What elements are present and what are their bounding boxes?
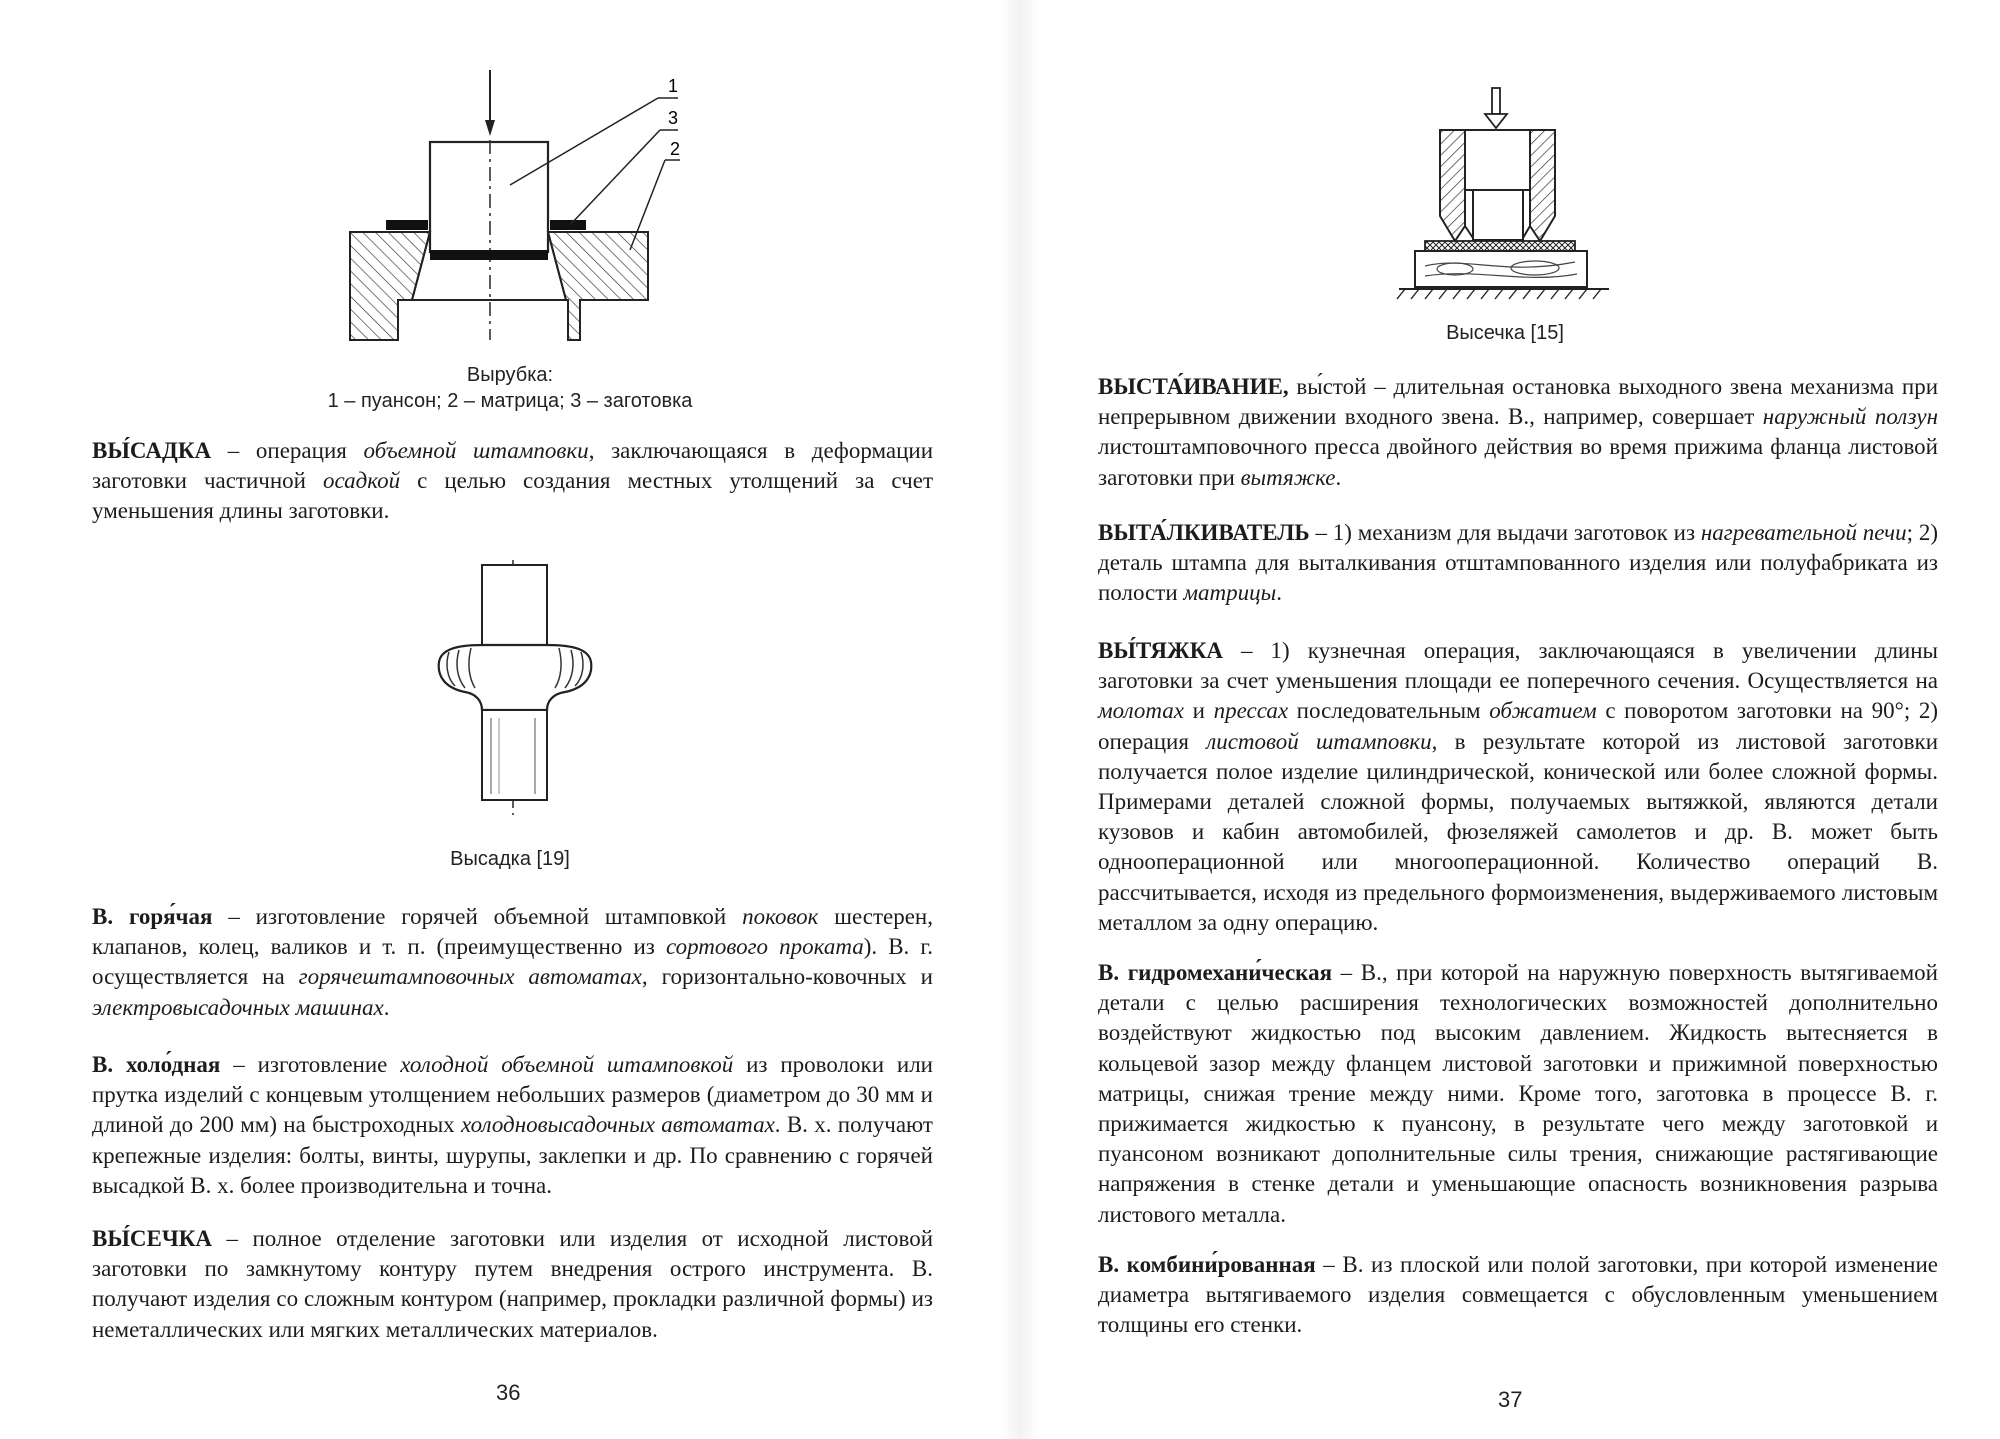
workpiece-left (386, 220, 428, 230)
text-part: ). В. г. осуществляется на (92, 934, 933, 990)
entry-kombinir (1098, 1250, 1938, 1341)
rod-bottom (482, 710, 547, 800)
rod-top (482, 565, 547, 645)
text-part: и (1184, 698, 1214, 724)
term-vysadka: ВЫ́САДКА (92, 438, 212, 463)
vyrubka-caption-legend: 1 – пуансон; 2 – матрица; 3 – заготовка (327, 390, 693, 412)
term-link: нагревательной печи (1700, 520, 1907, 545)
vyrubka-diagram (330, 60, 710, 360)
term-link: горячештамповочных автоматах (298, 964, 642, 990)
entry-vystaivanie (1098, 372, 1938, 493)
text-part: вы́стой – длительная остановка выходного звена механизма при непрерывном движении входного звена. В., например, совершает (1098, 374, 1938, 430)
entry-vytalkivatel (1098, 518, 1938, 609)
term-gidromeh: В. гидромехани́ческая (1098, 960, 1333, 985)
term-vytyazhka: ВЫ́ТЯЖКА (1098, 638, 1224, 663)
vysechka-diagram (1385, 86, 1625, 306)
text-part: – 1) механизм для выдачи заготовок из (1309, 520, 1701, 545)
text-part: ; 2) деталь штампа для выталкивания отштампованного изделия или полуфабриката из полости (1098, 520, 1938, 606)
text-part: – операция (211, 438, 364, 463)
text-part: , горизонтально-ковочных и (641, 964, 933, 990)
entry-goryachaya (92, 902, 933, 1023)
press-arrow-head (1485, 114, 1507, 128)
vysadka-caption: Высадка [19] (450, 848, 570, 870)
entry-vytyazhka (1098, 636, 1938, 938)
term-link: прессах (1213, 698, 1289, 724)
text-part: – В., при которой на наружную поверхность вытягиваемой детали с целью расширения технологических возможностей дополнительно воздействуют жидкостью под высоким давлением. Жидкость вытесняется в кольцевой зазор между фланцем листовой заготовки и прижимной поверхностью матрицы, снижая трение между ними. Кроме того, заготовка в процессе В. г. прижимается жидкостью к пуансону, в результате чего между заготовкой и пуансоном возникают дополнительные силы трения, снижающие растягивающие напряжения в стенке детали и уменьшающие опасность возникновения разрыва листового металла. (1098, 960, 1938, 1227)
text-part: с целью создания местных утолщений за счет уменьшения длины заготовки. (92, 468, 933, 524)
text-part: листоштамповочного пресса двойного действия во время прижима фланца листовой заготовки при (1098, 434, 1938, 490)
right-page (1010, 0, 2000, 1439)
tool-inner (1473, 190, 1523, 240)
vyrubka-caption (250, 362, 770, 414)
entry-gidromeh (1098, 958, 1938, 1230)
text-part: . (383, 994, 390, 1020)
term-holodnaya: В. холо́дная (92, 1052, 221, 1077)
force-arrow-head (485, 120, 495, 136)
term-link: листовой штамповки (1206, 728, 1432, 754)
term-vytalkivatel: ВЫТА́ЛКИВАТЕЛЬ (1098, 520, 1310, 545)
callout-2: 2 (670, 139, 681, 159)
vysadka-diagram (425, 560, 605, 820)
term-link: электровысадочных машинах (92, 994, 384, 1020)
text-part: – 1) кузнечная операция, заключающаяся в увеличении длины заготовки за счет уменьшения площади ее поперечного сечения. Осуществляется на (1098, 638, 1938, 694)
term-goryachaya: В. горя́чая (92, 904, 213, 929)
workpiece-right (550, 220, 586, 230)
page-number-right: 37 (1498, 1387, 1523, 1412)
term-kombinir: В. комбини́рованная (1098, 1252, 1316, 1277)
text-part: с поворотом заготовки на 90°; 2) операция (1098, 698, 1939, 754)
text-part: – полное отделение заготовки или изделия от исходной листовой заготовки по замкнутому контуру путем внедрения острого инструмента. В. получают изделия со сложным контуром (например, прокладки различной формы) из неметаллических или мягких металлических материалов. (92, 1226, 933, 1342)
text-part: . (1335, 464, 1342, 490)
sheet-workpiece (1425, 241, 1575, 251)
tool-left-wall (1440, 130, 1465, 241)
term-link: сортового проката (665, 934, 864, 960)
text-part: шестерен, клапанов, колец, валиков и т. п. (преимущественно из (92, 904, 933, 960)
callout-1: 1 (668, 76, 679, 96)
vysechka-caption: Высечка [15] (1446, 322, 1564, 344)
entry-vysadka (92, 436, 933, 527)
term-link: матрицы (1183, 580, 1277, 606)
upset-head (439, 645, 592, 710)
die-left (350, 232, 430, 340)
text-part: , в результате которой из листовой заготовки получается полое изделие цилиндрической, конической или более сложной формы. Примерами деталей сложной формы, получаемых вытяжкой, являются детали кузовов и кабин автомобилей, фюзеляжей самолетов и др. В. может быть однооперационной или многооперационной. Количество операций В. рассчитывается, исходя из предельного формоизменения, выдерживаемого листовым металлом за одну операцию. (1098, 728, 1939, 935)
text-part: из проволоки или прутка изделий с концевым утолщением небольших размеров (диаметром до 30 мм и длиной до 200 мм) на быстроходных (92, 1052, 933, 1138)
term-vysechka: ВЫ́СЕЧКА (92, 1226, 213, 1251)
press-arrow-shaft (1492, 88, 1500, 114)
term-link: вытяжке (1240, 464, 1336, 490)
term-link: молотах (1098, 698, 1185, 724)
term-link: обжатием (1489, 698, 1597, 724)
wood-block (1415, 251, 1587, 287)
text-part: , заключающаяся в деформации заготовки частичной (92, 438, 934, 494)
text-part: – В. из плоской или полой заготовки, при которой изменение диаметра вытягиваемого изделия совмещается с обусловленным уменьшением толщины его стенки. (1098, 1252, 1938, 1338)
entry-vysechka (92, 1224, 933, 1345)
vyrubka-caption-title: Вырубка: (466, 364, 554, 386)
term-link: наружный ползун (1762, 404, 1938, 430)
tool-right-wall (1530, 130, 1555, 241)
term-link: холодной объемной штамповкой (400, 1052, 734, 1077)
leader-3 (570, 130, 660, 225)
text-part: . В. х. получают крепежные изделия: болты, винты, шурупы, заклепки и др. По сравнению с горячей высадкой В. х. более производительна и точна. (92, 1112, 933, 1198)
text-part: последовательным (1288, 698, 1490, 724)
term-link: осадкой (322, 468, 401, 494)
workpiece-cut (430, 250, 548, 260)
term-link: поковок (742, 904, 819, 929)
term-link: объемной штамповки (363, 438, 589, 463)
term-vystaivanie: ВЫСТА́ИВАНИЕ, (1098, 374, 1289, 399)
text-part: – изготовление горячей объемной штамповкой (212, 904, 743, 929)
text-part: . (1276, 580, 1282, 606)
text-part: – изготовление (220, 1052, 401, 1077)
callout-3: 3 (668, 108, 679, 128)
entry-holodnaya (92, 1050, 933, 1201)
page-number-left: 36 (496, 1380, 521, 1405)
term-link: холодновысадочных автоматах (460, 1112, 775, 1138)
punch (430, 142, 548, 252)
tool-punch (1465, 130, 1530, 190)
